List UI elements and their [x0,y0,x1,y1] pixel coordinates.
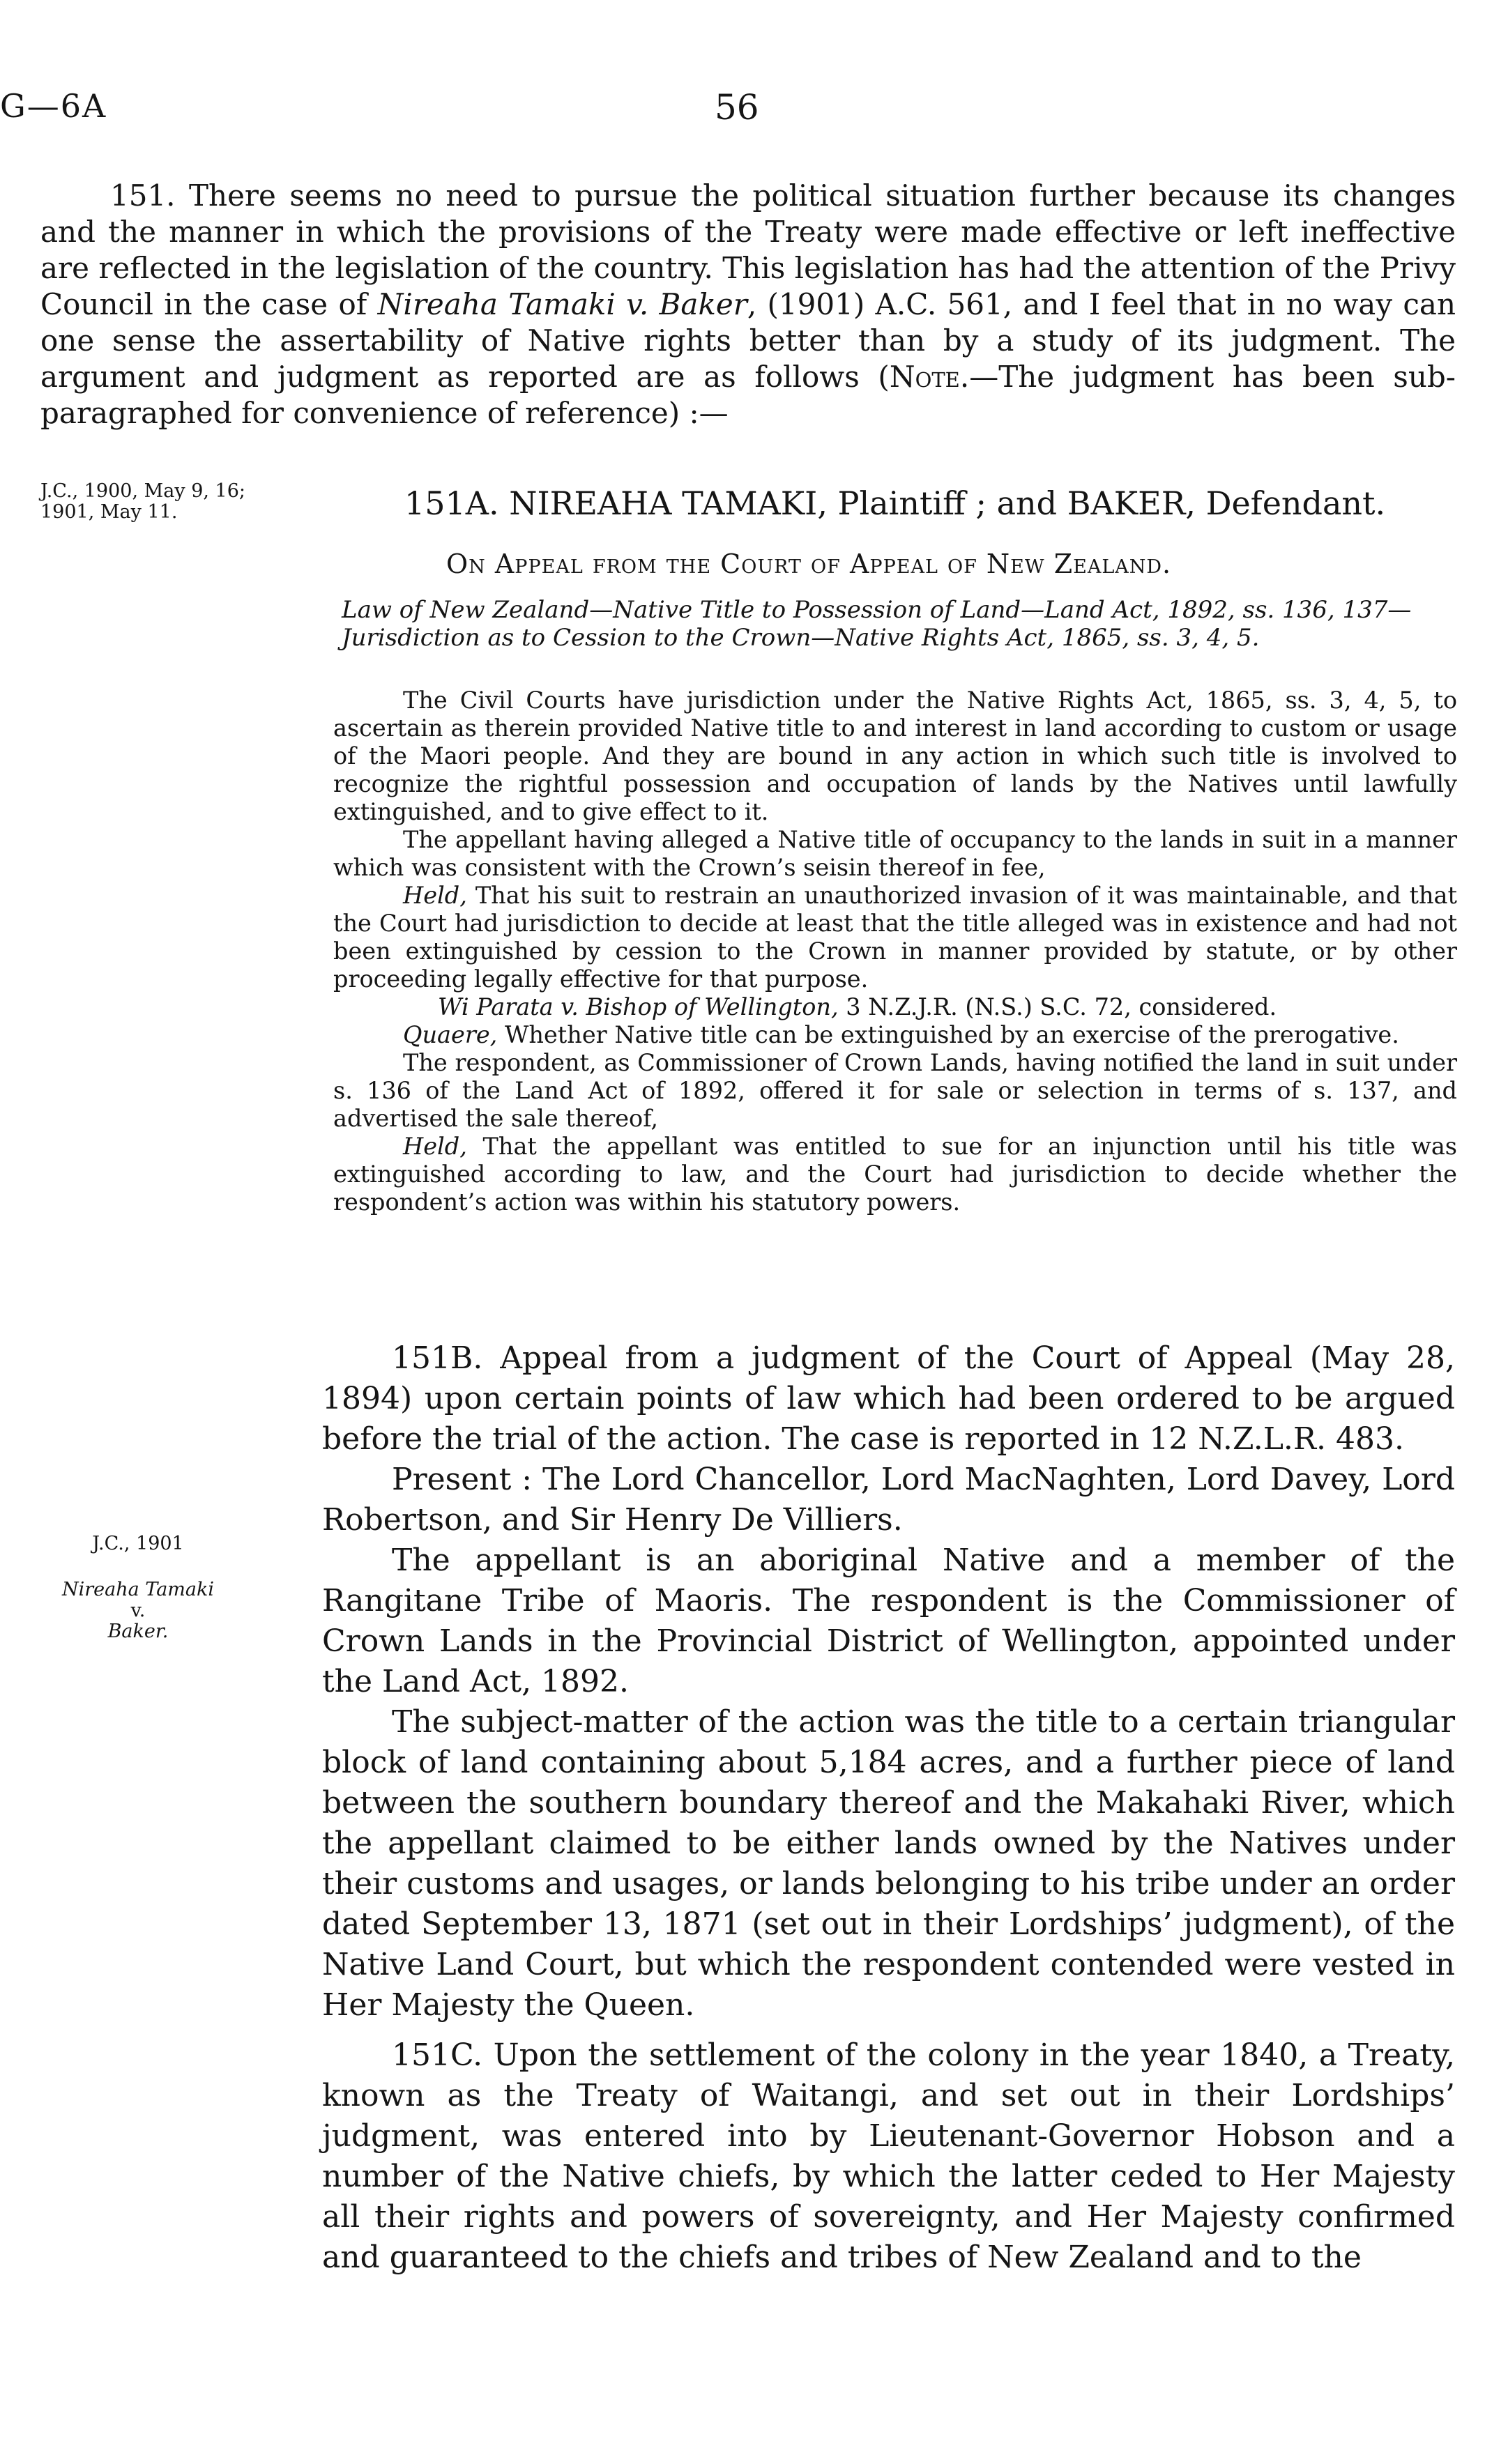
headnote-para-3 [333,882,1457,993]
headnote-para-2: The appellant having alleged a Native title of occupancy to the lands in suit in a manner which was consistent with the Crown’s seisin thereof in fee, [333,826,1457,881]
intro-text-3: .—The judgment has been sub-paragraphed for convenience of reference) :— [40,360,1456,430]
headnote-para-7-text: That the appellant was entitled to sue for an injunction until his title was extinguished according to law, and the Court had jurisdiction to decide whether the respondent’s action was within his statutory powers. [333,1133,1457,1216]
margin-date-1: J.C., 1900, May 9, 16; [40,480,246,502]
body-para-151b: 151B. Appeal from a judgment of the Court of Appeal (May 28, 1894) upon certain points of law which had been ordered to be argued before the trial of the action. The case is reported in 12 N.Z.L.R. 483. [322,1340,1455,1457]
headnote-para-4-text: 3 N.Z.J.R. (N.S.) S.C. 72, considered. [838,993,1277,1020]
case-title: 151A. NIREAHA TAMAKI, Plaintiff ; and BAKER, Defendant. [404,484,1386,522]
intro-text-1: 151. There seems no need to pursue the political situation further because its changes and the manner in which the provisions of the Treaty were made effective or left ineffective are reflected in the legislation of the country. This legislation has had the attention of the Privy Council in the case of [40,178,1456,321]
quaere-label: Quaere, [403,1021,498,1048]
margin-year: J.C., 1901 [92,1533,184,1554]
note-label: Note [889,360,960,394]
held-label: Held, [403,882,467,909]
margin-party-2: Baker. [107,1621,169,1642]
body-para-151c: 151C. Upon the settlement of the colony in the year 1840, a Treaty, known as the Treaty of Waitangi, and set out in their Lordships’ judgment, was entered into by Lieutenant-Governor Hobson and a number of the Native chiefs, by which the latter ceded to Her Majesty all their rights and powers of sovereignty, and Her Majesty confirmed and guaranteed to the chiefs and tribes of New Zealand and to the [322,2037,1455,2275]
headnote-para-4 [333,993,1457,1021]
headnote-para-5 [333,1021,1457,1049]
document-series-code: G—6A [0,87,107,125]
margin-note-dates [40,481,245,523]
headnote-para-6: The respondent, as Commissioner of Crown Lands, having notified the land in suit under s. 136 of the Land Act of 1892, offered it for sale or selection in terms of s. 137, and advertised the sale thereof, [333,1049,1457,1132]
law-subject: Law of New Zealand—Native Title to Possession of Land—Land Act, 1892, ss. 136, 137—Jurisdiction as to Cession to the Crown—Native Rights Act, 1865, ss. 3, 4, 5. [342,596,1412,652]
held-label-2: Held, [403,1133,467,1160]
headnote-para-5-text: Whether Native title can be extinguished by an exercise of the prerogative. [497,1021,1399,1048]
main-body [322,1338,1455,2278]
page-number: 56 [715,87,759,128]
margin-note-case [40,1533,236,1642]
body-para-parties: The appellant is an aboriginal Native and a member of the Rangitane Tribe of Maoris. The respondent is the Commissioner of Crown Lands in the Provincial District of Wellington, appointed under the Land Act, 1892. [322,1543,1455,1699]
headnote [333,687,1457,1216]
appeal-heading: On Appeal from the Court of Appeal of New Zealand. [446,549,1172,579]
headnote-para-7 [333,1133,1457,1216]
margin-party-1: Nireaha Tamaki [61,1579,215,1600]
headnote-para-3-text: That his suit to restrain an unauthorized invasion of it was maintainable, and that the Court had jurisdiction to decide at least that the title alleged was in existence and had not been extinguished by cession to the Crown in manner provided by statute, or by other proceeding legally effective for that purpose. [333,882,1457,993]
headnote-para-1: The Civil Courts have jurisdiction under the Native Rights Act, 1865, ss. 3, 4, 5, to ascertain as therein provided Native title to and interest in land according to custom or usage of the Maori people. And they are bound in any action in which such title is involved to recognize the rightful possession and occupation of lands by the Natives until lawfully extinguished, and to give effect to it. [333,687,1457,825]
margin-versus: v. [130,1600,146,1621]
intro-paragraph [40,178,1456,431]
margin-date-2: 1901, May 11. [40,501,178,523]
body-para-subject: The subject-matter of the action was the title to a certain triangular block of land containing about 5,184 acres, and a further piece of land between the southern boundary thereof and the Makahaki River, which the appellant claimed to be either lands owned by the Natives under their customs and usages, or lands belonging to his tribe under an order dated September 13, 1871 (set out in their Lordships’ judgment), of the Native Land Court, but which the respondent contended were vested in Her Majesty the Queen. [322,1704,1455,2023]
case-citation-italic: Wi Parata v. Bishop of Wellington, [438,993,839,1020]
case-name-italic: Nireaha Tamaki v. Baker [377,287,747,321]
body-para-present: Present : The Lord Chancellor, Lord MacNaghten, Lord Davey, Lord Robertson, and Sir Henry De Villiers. [322,1462,1455,1538]
intro-text-2: , (1901) A.C. 561, and I feel that in no way can one sense the assertability of Native rights better than by a study of its judgment. The argument and judgment as reported are as follows ( [40,287,1456,394]
